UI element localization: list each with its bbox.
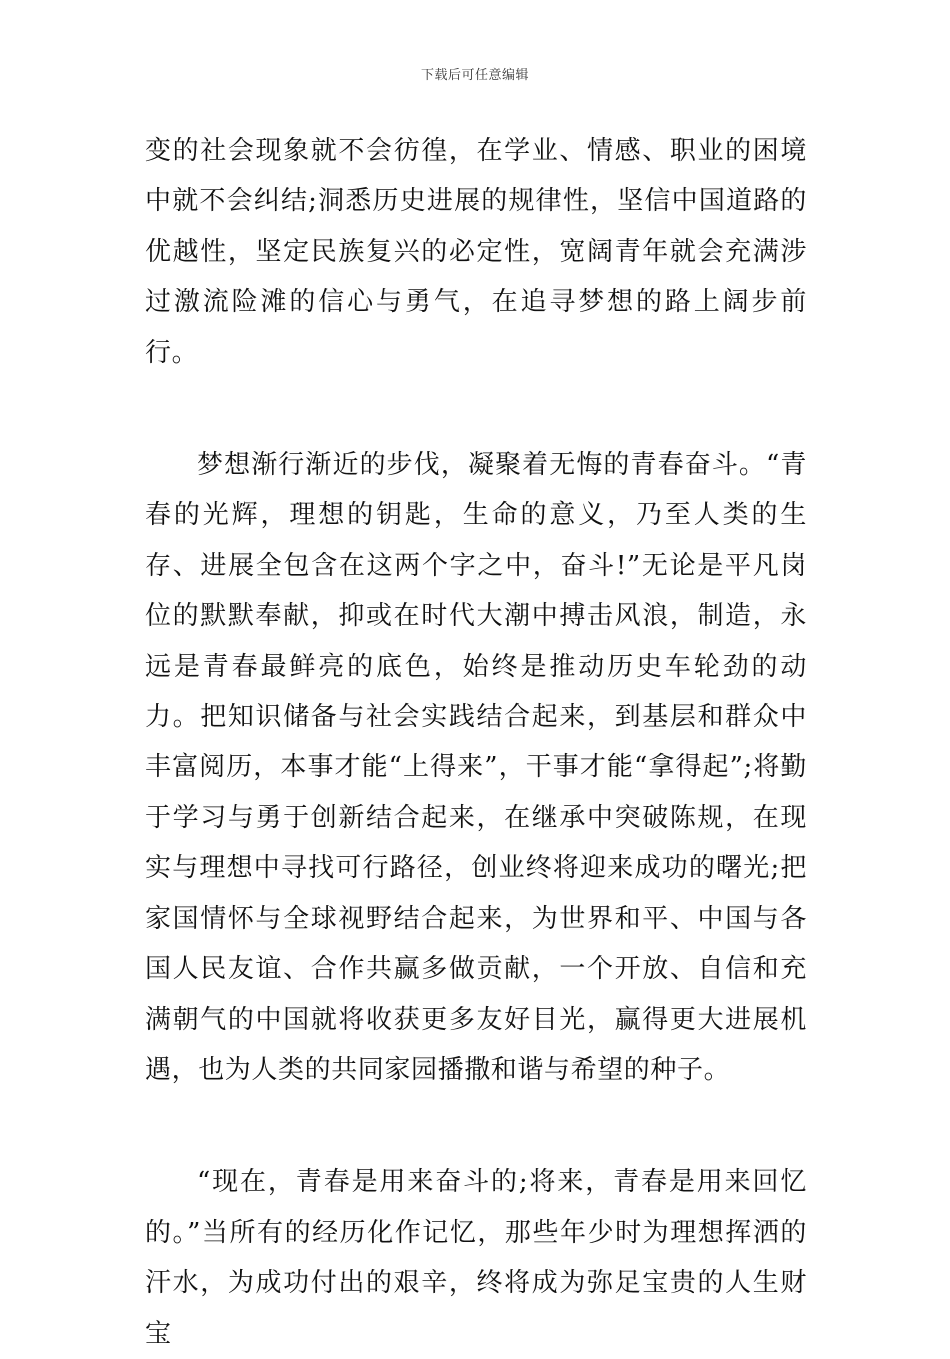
paragraph-gap: [145, 378, 807, 440]
document-body: [145, 126, 807, 1359]
paragraph-dream-striving: 梦想渐行渐近的步伐，凝聚着无悔的青春奋斗。“青春的光辉，理想的钥匙，生命的意义，乃至人类的生存、进展全包含在这两个字之中，奋斗!”无论是平凡岗位的默默奉献，抑或在时代大潮中搏击风浪，制造，永远是青春最鲜亮的底色，始终是推动历史车轮劲的动力。把知识储备与社会实践结合起来，到基层和群众中丰富阅历，本事才能“上得来”，干事才能“拿得起”;将勤于学习与勇于创新结合起来，在继承中突破陈规，在现实与理想中寻找可行路径，创业终将迎来成功的曙光;把家国情怀与全球视野结合起来，为世界和平、中国与各国人民友谊、合作共赢多做贡献，一个开放、自信和充满朝气的中国就将收获更多友好目光，赢得更大进展机遇，也为人类的共同家园播撒和谐与希望的种子。: [145, 450, 807, 1085]
paragraph-gap: [145, 1095, 807, 1157]
page-header: 下载后可任意编辑: [420, 68, 529, 83]
paragraph-continued: 变的社会现象就不会彷徨，在学业、情感、职业的困境中就不会纠结;洞悉历史进展的规律性，坚信中国道路的优越性，坚定民族复兴的必定性，宽阔青年就会充满涉过激流险滩的信心与勇气，在追寻梦想的路上阔步前行。: [145, 136, 807, 368]
paragraph-youth-memory: “现在，青春是用来奋斗的;将来，青春是用来回忆的。”当所有的经历化作记忆，那些年少时为理想挥洒的汗水，为成功付出的艰辛，终将成为弥足宝贵的人生财宝: [145, 1167, 807, 1349]
